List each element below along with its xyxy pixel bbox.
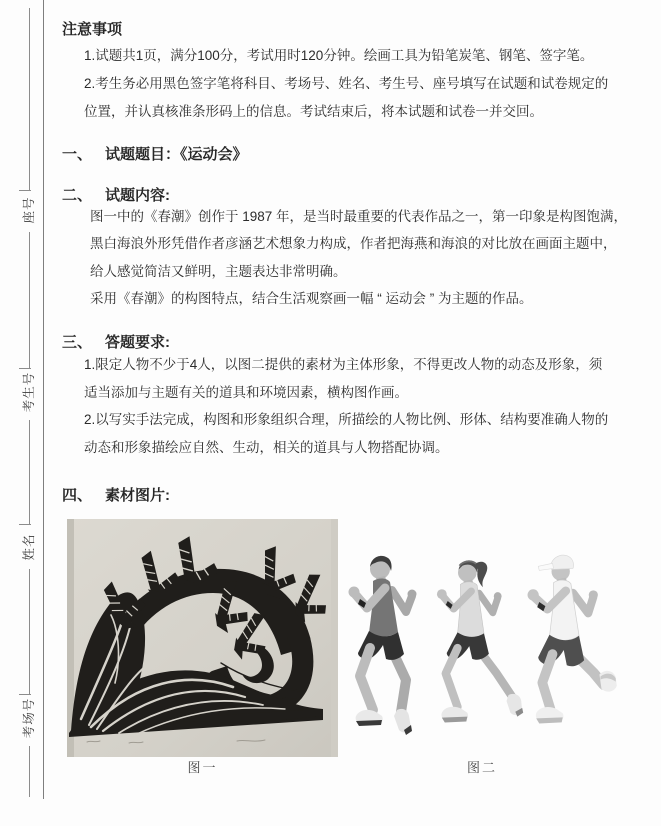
section2-title: 试题内容: [105,187,171,204]
section4-marker: 四、 [62,487,93,504]
runners-image [346,548,618,746]
notice-title: 注意事项 [62,21,123,38]
runner-3 [528,555,617,723]
margin-field-room-number: 考场号 [22,697,36,739]
section3-marker: 三、 [62,334,93,351]
requirement-line: 适当添加与主题有关的道具和环境因素，横构图作画。 [84,384,408,400]
runner-2 [437,560,523,722]
figure2-runners-photo [346,548,618,746]
paragraph-line: 采用《春潮》的构图特点，结合生活观察画一幅 “ 运动会 ” 为主题的作品。 [90,290,533,306]
section4-title: 素材图片: [105,487,171,504]
section1-heading [62,143,248,164]
section1-marker: 一、 [62,146,93,163]
requirement-line: 动态和形象描绘应自然、生动，相关的道具与人物搭配协调。 [84,439,449,455]
requirement-line: 2.以写实手法完成，构图和形象组织合理，所描绘的人物比例、形体、结构要准确人物的 [84,412,609,427]
section3-requirements [84,351,608,461]
section3-heading [62,331,170,352]
margin-rule-segment [29,8,30,190]
section2-heading [62,184,170,205]
section3-title: 答题要求: [105,334,171,351]
margin-field-name: 姓名 [22,533,36,561]
figure2-caption: 图二 [466,760,497,775]
runner-1 [349,556,417,735]
margin-inner-rule [43,0,44,799]
section2-paragraph [90,203,627,312]
woodcut-wave-birds-image [67,519,338,757]
margin-rule-tick [19,524,31,525]
figure1-woodcut-print [67,519,338,757]
paragraph-line: 黑白海浪外形凭借作者彦涵艺术想象力构成，作者把海燕和海浪的对比放在画面主题中， [90,236,617,252]
margin-rule-segment [29,232,30,368]
notice-line: 1.试题共1页，满分100分，考试用时120分钟。绘画工具为铅笔炭笔、钢笔、签字笔。 [84,48,594,63]
section2-marker: 二、 [62,187,93,204]
figure1-caption: 图一 [187,760,218,775]
requirement-line: 1.限定人物不少于4人，以图二提供的素材为主体形象，不得更改人物的动态及形象，须 [84,357,603,372]
notice-line: 2.考生务必用黑色签字笔将科目、考场号、姓名、考生号、座号填写在试题和试卷规定的 [84,76,609,92]
section1-title: 试题题目：《运动会》 [105,146,248,163]
notice-section [62,18,608,127]
paragraph-line: 图一中的《春潮》创作于 1987 年，是当时最重要的代表作品之一，第一印象是构图饱满， [90,209,628,224]
margin-field-examinee-number: 考生号 [22,371,36,413]
section4-heading [62,484,170,505]
margin-rule-segment [29,420,30,524]
paragraph-line: 给人感觉简洁又鲜明，主题表达非常明确。 [90,263,347,279]
margin-rule-segment [29,746,30,797]
margin-rule-segment [29,569,30,694]
margin-field-seat-number: 座号 [22,196,36,224]
notice-line: 位置，并认真核准条形码上的信息。考试结束后，将本试题和试卷一并交回。 [84,104,543,120]
